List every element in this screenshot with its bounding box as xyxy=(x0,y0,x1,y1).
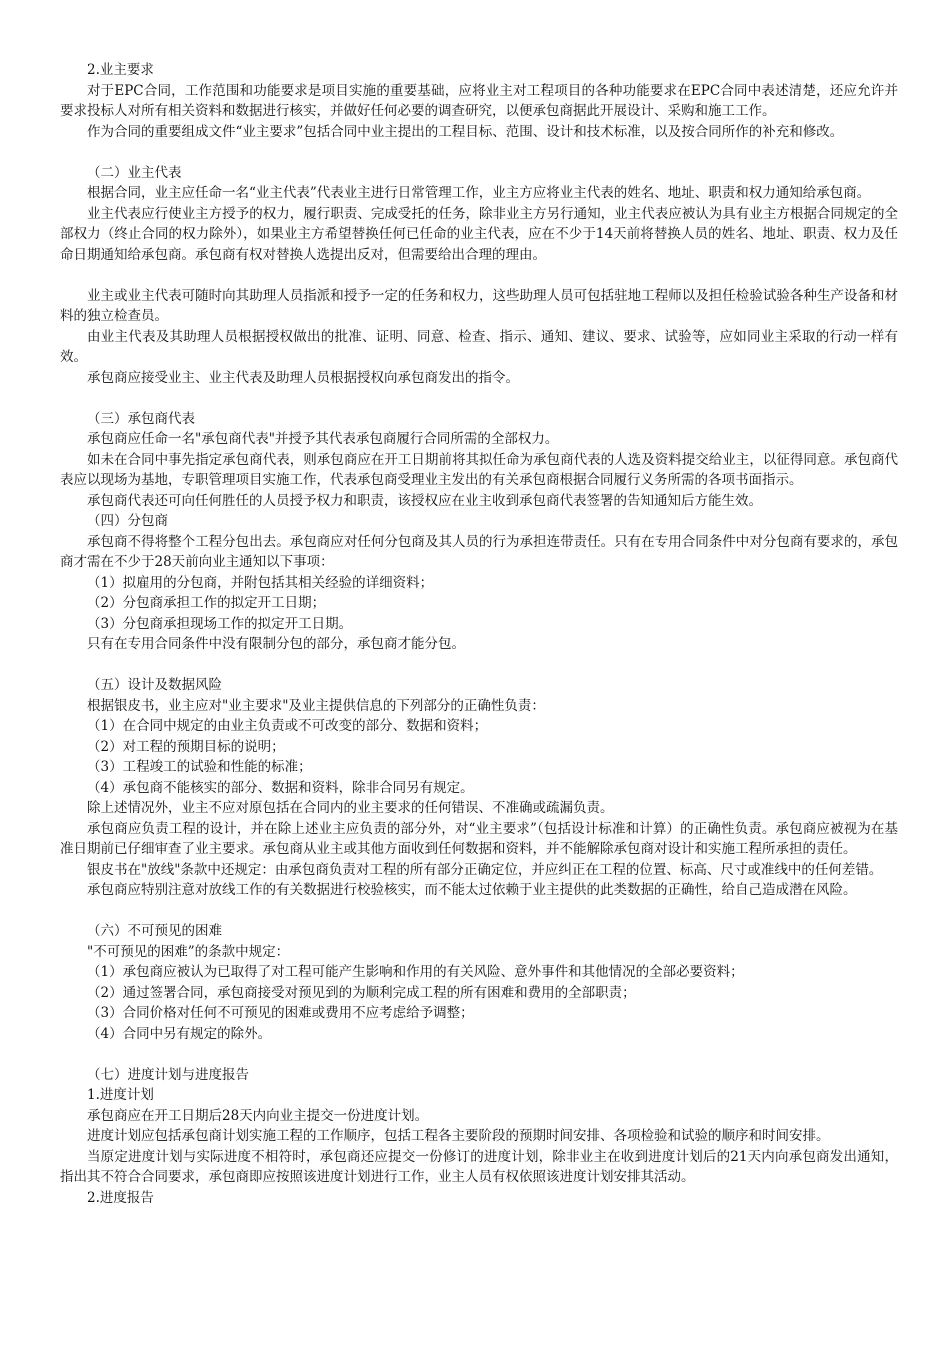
paragraph: （2）通过签署合同，承包商接受对预见到的为顺利完成工程的所有困难和费用的全部职责； xyxy=(87,984,636,1001)
paragraph: 银皮书在"放线"条款中还规定：由承包商负责对工程的所有部分正确定位，并应纠正在工程的位置、标高、尺寸或准线中的任何差错。 xyxy=(87,861,883,878)
paragraph: 承包商应特别注意对放线工作的有关数据进行校验核实，而不能太过依赖于业主提供的此类数据的正确性，给自己造成潜在风险。 xyxy=(87,882,857,898)
paragraph: 承包商应在开工日期后28天内向业主提交一份进度计划。 xyxy=(87,1107,429,1124)
paragraph: 根据银皮书，业主应对"业主要求"及业主提供信息的下列部分的正确性负责： xyxy=(87,697,545,714)
paragraph: 2.进度报告 xyxy=(87,1189,154,1206)
paragraph: 承包商代表还可向任何胜任的人员授予权力和职责，该授权应在业主收到承包商代表签署的告知通知后方能生效。 xyxy=(87,492,762,509)
paragraph: 作为合同的重要组成文件“业主要求”包括合同中业主提出的工程目标、范围、设计和技术标准，以及按合同所作的补充和修改。 xyxy=(87,123,844,140)
paragraph: 根据合同，业主应任命一名“业主代表”代表业主进行日常管理工作，业主方应将业主代表的姓名、地址、职责和权力通知给承包商。 xyxy=(87,185,871,201)
paragraph: （三）承包商代表 xyxy=(87,410,195,427)
paragraph: "不可预见的困难”的条款中规定： xyxy=(87,943,290,960)
paragraph: 1.进度计划 xyxy=(87,1087,154,1103)
paragraph: 只有在专用合同条件中没有限制分包的部分，承包商才能分包。 xyxy=(87,636,465,652)
paragraph: （2）对工程的预期目标的说明； xyxy=(87,738,285,755)
paragraph: （1）在合同中规定的由业主负责或不可改变的部分、数据和资料； xyxy=(87,718,488,734)
document-body xyxy=(60,60,898,1208)
paragraph: 除上述情况外，业主不应对原包括在合同内的业主要求的任何错误、不准确或疏漏负责。 xyxy=(87,800,614,816)
paragraph: （4）承包商不能核实的部分、数据和资料，除非合同另有规定。 xyxy=(87,779,474,796)
paragraph: 2.业主要求 xyxy=(87,62,154,78)
paragraph: 承包商应任命一名"承包商代表"并授予其代表承包商履行合同所需的全部权力。 xyxy=(87,431,559,447)
paragraph: （4）合同中另有规定的除外。 xyxy=(87,1025,272,1042)
paragraph: 如未在合同中事先指定承包商代表，则承包商应在开工日期前将其拟任命为承包商代表的人选及资料提交给业主，以征得同意。承包商代表应以现场为基地，专职管理项目实施工作，代表承包商受理业主发出的有关承包商根据合同履行义务所需的各项书面指示。 xyxy=(60,451,898,488)
paragraph: （六）不可预见的困难 xyxy=(87,923,222,939)
paragraph: （二）业主代表 xyxy=(87,164,182,181)
paragraph: （2）分包商承担工作的拟定开工日期； xyxy=(87,595,326,611)
paragraph: 承包商应接受业主、业主代表及助理人员根据授权向承包商发出的指令。 xyxy=(87,369,519,386)
paragraph: （3）合同价格对任何不可预见的困难或费用不应考虑给予调整； xyxy=(87,1005,474,1021)
paragraph: 承包商应负责工程的设计，并在除上述业主应负责的部分外，对“业主要求”（包括设计标准和计算）的正确性负责。承包商应被视为在基准日期前已仔细审查了业主要求。承包商从业主或其他方面收到任何数据和资料，并不能解除承包商对设计和实施工程所承担的责任。 xyxy=(60,820,898,857)
paragraph: （3）分包商承担现场工作的拟定开工日期。 xyxy=(87,615,353,632)
paragraph: 承包商不得将整个工程分包出去。承包商应对任何分包商及其人员的行为承担连带责任。只有在专用合同条件中对分包商有要求的，承包商才需在不少于28天前向业主通知以下事项： xyxy=(60,533,898,570)
paragraph: 对于EPC合同，工作范围和功能要求是项目实施的重要基础，应将业主对工程项目的各种功能要求在EPC合同中表述清楚，还应允许并要求投标人对所有相关资料和数据进行核实，并做好任何必要的调查研究，以便承包商据此开展设计、采购和施工工作。 xyxy=(60,82,898,119)
paragraph: 业主代表应行使业主方授予的权力，履行职责、完成受托的任务，除非业主方另行通知，业主代表应被认为具有业主方根据合同规定的全部权力（终止合同的权力除外），如果业主方希望替换任何已任命的业主代表，应在不少于14天前将替换人员的姓名、地址、职责、权力及任命日期通知给承包商。承包商有权对替换人选提出反对，但需要给出合理的理由。 xyxy=(60,205,898,263)
paragraph: （1）承包商应被认为已取得了对工程可能产生影响和作用的有关风险、意外事件和其他情况的全部必要资料； xyxy=(87,964,744,980)
paragraph: 由业主代表及其助理人员根据授权做出的批准、证明、同意、检查、指示、通知、建议、要求、试验等，应如同业主采取的行动一样有效。 xyxy=(60,328,898,365)
paragraph: 业主或业主代表可随时向其助理人员指派和授予一定的任务和权力，这些助理人员可包括驻地工程师以及担任检验试验各种生产设备和材料的独立检查员。 xyxy=(60,287,898,324)
paragraph: （1）拟雇用的分包商，并附包括其相关经验的详细资料； xyxy=(87,574,434,591)
paragraph: （四）分包商 xyxy=(87,513,168,529)
paragraph: 当原定进度计划与实际进度不相符时，承包商还应提交一份修订的进度计划，除非业主在收到进度计划后的21天内向承包商发出通知，指出其不符合合同要求，承包商即应按照该进度计划进行工作，业主人员有权依照该进度计划安排其活动。 xyxy=(60,1148,898,1185)
paragraph: （七）进度计划与进度报告 xyxy=(87,1066,249,1083)
paragraph: （3）工程竣工的试验和性能的标准； xyxy=(87,759,312,775)
paragraph: （五）设计及数据风险 xyxy=(87,677,222,693)
paragraph: 进度计划应包括承包商计划实施工程的工作顺序，包括工程各主要阶段的预期时间安排、各项检验和试验的顺序和时间安排。 xyxy=(87,1128,830,1144)
